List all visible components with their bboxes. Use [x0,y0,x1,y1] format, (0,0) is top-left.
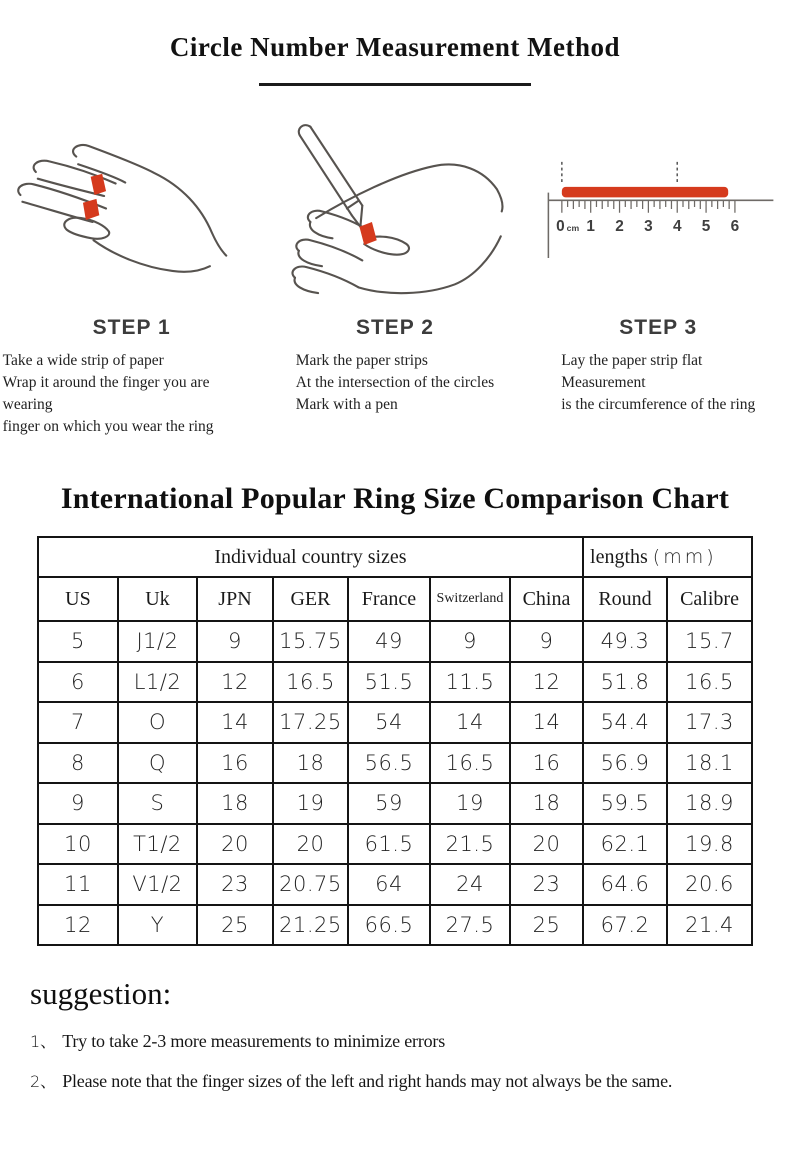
column-header-switzerland: Switzerland [430,577,510,621]
suggestion-section [30,976,790,1092]
table-cell: 16.5 [430,743,510,784]
table-group-header-row [38,537,752,577]
step-2-line-1: Mark the paper strips [295,352,428,369]
table-cell: 66.5 [348,905,430,946]
table-cell: 49 [348,621,430,662]
ruler-tick-label: 4 [673,218,682,236]
suggestion-item-2 [30,1069,790,1092]
table-row [38,621,752,662]
table-cell: 9 [197,621,273,662]
step-2-description [296,350,494,416]
table-cell: S [118,783,197,824]
table-cell: 21.5 [430,824,510,865]
column-header-us: US [38,577,118,621]
table-cell: 23 [510,864,583,905]
suggestion-item-2-text: Please note that the finger sizes of the left and right hands may not always be the same. [62,1071,673,1091]
table-cell: 8 [38,743,118,784]
table-cell: 9 [430,621,510,662]
table-cell: 9 [510,621,583,662]
group-header-country-sizes: Individual country sizes [38,537,583,577]
table-cell: 20 [510,824,583,865]
suggestion-item-1-text: Try to take 2-3 more measurements to minimize errors [62,1031,446,1051]
ruler-measurement-illustration [533,110,783,306]
step-3-line-2: Measurement [561,374,646,391]
table-cell: 16 [510,743,583,784]
group-header-lengths-label: lengths [590,545,648,568]
step-3-description [561,350,755,416]
table-cell: 51.5 [348,662,430,703]
steps-section [0,110,790,438]
ruler-tick-label: 1 [586,218,596,236]
table-row [38,824,752,865]
table-row [38,905,752,946]
table-cell: 54 [348,702,430,743]
table-row [38,864,752,905]
step-3-card [527,110,790,438]
table-cell: 18.9 [667,783,752,824]
table-cell: Q [118,743,197,784]
ruler-tick-label: 6 [730,218,740,236]
table-cell: 14 [197,702,273,743]
table-cell: 7 [38,702,118,743]
table-cell: L1/2 [118,662,197,703]
column-header-uk: Uk [118,577,197,621]
table-cell: 16 [197,743,273,784]
column-header-france: France [348,577,430,621]
table-cell: 11 [38,864,118,905]
table-cell: V1/2 [118,864,197,905]
table-cell: 12 [510,662,583,703]
table-cell: 24 [430,864,510,905]
table-cell: 18.1 [667,743,752,784]
table-cell: 27.5 [430,905,510,946]
table-cell: 51.8 [583,662,667,703]
table-cell: 15.7 [667,621,752,662]
ruler-tick-label: 5 [702,218,711,236]
suggestion-heading: suggestion: [30,976,172,1011]
column-header-china: China [510,577,583,621]
step-1-line-2: Wrap it around the finger you are wearing [2,374,210,413]
table-cell: Y [118,905,197,946]
column-header-round: Round [583,577,667,621]
table-cell: 64 [348,864,430,905]
table-cell: 59.5 [583,783,667,824]
ruler-zero-label: 0 [556,218,565,236]
table-cell: 12 [197,662,273,703]
table-cell: 20.6 [667,864,752,905]
table-cell: 21.25 [273,905,348,946]
table-cell: 10 [38,824,118,865]
step-1-card [0,110,263,438]
table-cell: O [118,702,197,743]
table-row [38,702,752,743]
step-1-label: STEP 1 [92,316,171,339]
step-3-line-3: is the circumference of the ring [561,396,756,413]
ruler-unit-label: cm [566,223,580,234]
chart-title: International Popular Ring Size Comparison Chart [60,482,730,515]
table-cell: 20.75 [273,864,348,905]
table-cell: 19 [273,783,348,824]
table-cell: 9 [38,783,118,824]
table-column-header-row [38,577,752,621]
title-underline [259,83,531,86]
table-cell: 25 [510,905,583,946]
table-cell: 56.5 [348,743,430,784]
ruler-tick-label: 3 [644,218,653,236]
table-cell: 16.5 [667,662,752,703]
step-2-line-2: At the intersection of the circles [295,374,495,391]
table-cell: 21.4 [667,905,752,946]
table-cell: 19.8 [667,824,752,865]
table-cell: 14 [510,702,583,743]
table-cell: 15.75 [273,621,348,662]
table-cell: J1/2 [118,621,197,662]
suggestion-item-2-number: 2、 [30,1072,57,1091]
column-header-ger: GER [273,577,348,621]
table-cell: 6 [38,662,118,703]
step-1-line-1: Take a wide strip of paper [2,352,164,369]
table-cell: 67.2 [583,905,667,946]
group-header-lengths [583,537,752,577]
step-2-line-3: Mark with a pen [295,396,398,413]
table-cell: 5 [38,621,118,662]
hand-with-ring-strip-illustration [7,110,257,306]
table-cell: 19 [430,783,510,824]
table-cell: 17.25 [273,702,348,743]
table-cell: 54.4 [583,702,667,743]
table-cell: 14 [430,702,510,743]
table-cell: T1/2 [118,824,197,865]
table-row [38,743,752,784]
table-cell: 17.3 [667,702,752,743]
table-cell: 25 [197,905,273,946]
table-row [38,662,752,703]
table-cell: 23 [197,864,273,905]
table-cell: 20 [273,824,348,865]
step-3-label: STEP 3 [619,316,698,339]
table-cell: 11.5 [430,662,510,703]
hand-marking-pen-illustration [270,110,520,306]
table-cell: 18 [510,783,583,824]
table-cell: 56.9 [583,743,667,784]
table-cell: 49.3 [583,621,667,662]
table-cell: 12 [38,905,118,946]
table-cell: 18 [197,783,273,824]
step-3-line-1: Lay the paper strip flat [561,352,703,369]
table-cell: 62.1 [583,824,667,865]
table-cell: 59 [348,783,430,824]
step-2-label: STEP 2 [355,316,434,339]
step-1-description [3,350,261,438]
step-2-card [263,110,526,438]
table-cell: 18 [273,743,348,784]
suggestion-item-1 [30,1029,790,1052]
column-header-calibre: Calibre [667,577,752,621]
ring-size-table [37,536,753,946]
table-row [38,783,752,824]
suggestion-item-1-number: 1、 [30,1032,57,1051]
ruler-tick-label: 2 [615,218,625,236]
size-table-body [38,621,752,945]
table-cell: 61.5 [348,824,430,865]
table-cell: 64.6 [583,864,667,905]
ruler-ticks [562,200,735,213]
group-header-mm-suffix: (mm) [652,545,717,568]
table-cell: 20 [197,824,273,865]
table-cell: 16.5 [273,662,348,703]
column-header-jpn: JPN [197,577,273,621]
page-title: Circle Number Measurement Method [169,32,621,62]
step-1-line-3: finger on which you wear the ring [2,418,214,435]
